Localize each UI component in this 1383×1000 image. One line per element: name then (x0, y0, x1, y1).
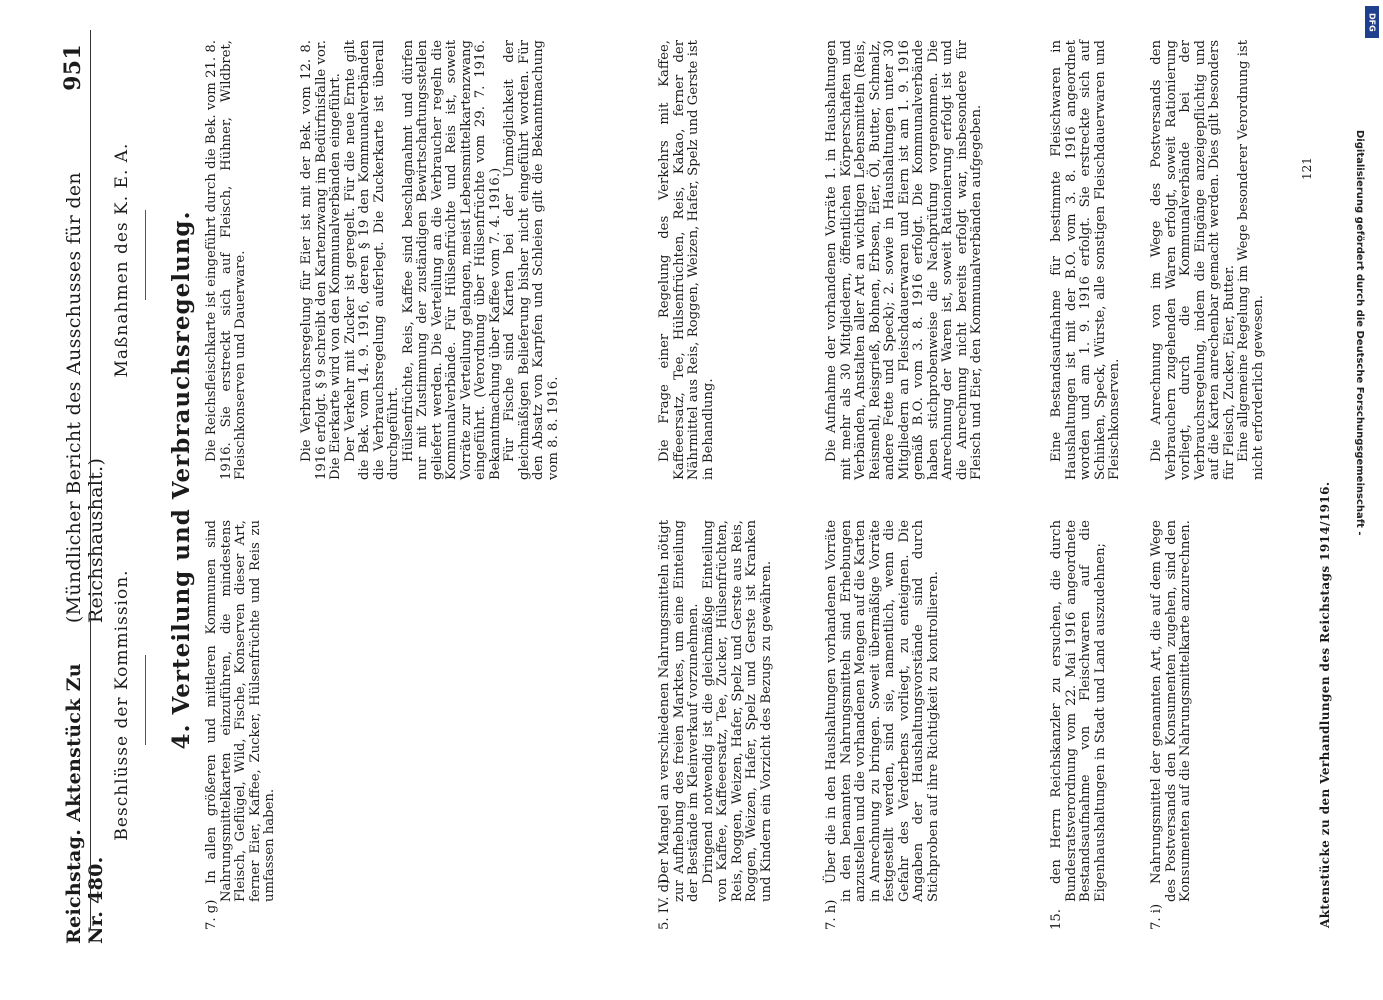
document-number: 480. (85, 856, 107, 904)
right-text-block (205, 40, 249, 480)
folio-number: 121 (1300, 157, 1314, 180)
page-footer: Aktenstücke zu den Verhandlungen des Reichstags 1914/1916. (1318, 481, 1332, 928)
left-text-block (825, 520, 941, 930)
running-header (60, 44, 107, 944)
right-heading-rule (145, 210, 146, 300)
paragraph: Die Reichsfleischkarte ist eingeführt durch die Bek. vom 21. 8. 1916. Sie erstreckt sich auf Fleisch, Hühner, Wildbret, Fleischkonserven und Dauerware. (204, 40, 248, 480)
right-column-heading: Maßnahmen des K. E. A. (112, 142, 132, 378)
left-column-heading: Beschlüsse der Kommission. (112, 569, 132, 841)
dfg-logo-icon: DFG (1365, 6, 1379, 38)
right-text-block (825, 40, 985, 480)
paragraph: Nahrungsmittel der genannten Art, die auf dem Wege des Postversands den Konsumenten zugehen, sind den Konsumenten auf die Nahrungsmittelkarte anzurechnen. (1149, 520, 1193, 902)
item-number: 7. g) (204, 899, 219, 930)
paragraph: Die Anrechnung von im Wege des Postversands den Verbrauchern zugehenden Waren erfolgt, soweit Rationierung vorliegt, durch die Kommunalverbände bei der Verbrauchsregelung, indem die Eingänge anzeigepflichtig und auf die Karten anrechenbar gemacht werden. Dies gilt besonders für Fleisch, Zucker, Eier, Butter. (1149, 40, 1237, 480)
paragraph: Dringend notwendig ist die gleichmäßige Einteilung von Kaffee, Kaffeeersatz, Tee, Zucker, Hülsenfrüchten, Reis, Roggen, Weizen, Hafer, Spelz und Gerste aus Reis, Roggen, Weizen, Hafer, Spelz und Gerste ist Kranken und Kindern ein Vorzicht des Bezugs zu gewähren. (700, 520, 774, 902)
paragraph: Der Verkehr mit Zucker ist geregelt. Für die neue Ernte gilt die Bek. vom 14. 9. 1916, deren § 19 den Kommunalverbänden die Verbrauchsregelung auferlegt. Die Zuckerkarte ist überall durchgeführt. (342, 40, 401, 480)
right-text-block (1150, 40, 1266, 480)
left-text-block (1050, 520, 1108, 930)
header-title: (Mündlicher Bericht des Ausschusses für den Reichshaushalt.) (63, 172, 107, 624)
paragraph: Eine Bestandsaufnahme für bestimmte Fleischwaren in Haushaltungen ist mit der B.O. vom 3. 8. 1916 angeordnet worden und am 1. 9. 1916 erfolgt. Sie erstreckte sich auf Schinken, Speck, Würste, alle sonstigen Fleischdauerwaren und Fleischkonserven. (1049, 40, 1122, 480)
item-number: 15. (1049, 909, 1064, 930)
left-heading-rule (145, 655, 146, 745)
item-number: 5. IV. d) (657, 878, 672, 930)
header-prefix: Reichstag. Aktenstück Zu Nr. (63, 663, 107, 944)
header-left (63, 623, 107, 944)
page-number: 951 (60, 44, 86, 91)
paragraph: Der Mangel an verschiedenen Nahrungsmitteln nötigt zur Aufhebung des freien Marktes, um eine Einteilung der Bestände im Kleinverkauf vorzunehmen. (657, 520, 701, 902)
paragraph: Für Fische sind Karten bei der Unmöglichkeit der gleichmäßigen Belieferung bisher nicht eingeführt worden. Für den Absatz von Karpfen und Schleien gilt die Bekanntmachung vom 8. 8. 1916. (502, 40, 561, 480)
left-text-block (205, 520, 278, 930)
paragraph: Über die in den Haushaltungen vorhandenen Vorräte in den benannten Nahrungsmitteln sind Erhebungen anzustellen und die vorhandenen Mengen auf die Karten in Anrechnung zu bringen. Soweit übermäßige Vorräte festgestellt werden, sind sie, namentlich, wenn die Gefahr des Verderbens vorliegt, zu enteignen. Die Angaben der Haushaltungsvorstände sind durch Stichproben auf ihre Richtigkeit zu kontrollieren. (824, 520, 941, 902)
left-text-block (658, 520, 774, 930)
paragraph: Eine allgemeine Regelung im Wege besonderer Verordnung ist nicht erforderlich gewesen. (1236, 40, 1266, 480)
right-text-block (658, 40, 716, 480)
paragraph: In allen größeren und mittleren Kommunen sind Nahrungsmittelkarten einzuführen, die mindestens Fleisch, Geflügel, Wild, Fische, Konserven dieser Art, ferner Eier, Kaffee, Zucker, Hülsenfrüchte und Reis zu umfassen haben. (204, 520, 277, 902)
item-number: 7. h) (824, 899, 839, 930)
header-rule (90, 30, 91, 930)
paragraph: Hülsenfrüchte, Reis, Kaffee sind beschlagnahmt und dürfen nur mit Zustimmung der zuständigen Bewirtschaftungsstellen geliefert werden. Die Verteilung an die Verbraucher regeln die Kommunalverbände. Für Hülsenfrüchte und Reis ist, soweit Vorräte zur Verteilung gelangen, meist Lebensmittelkartenzwang eingeführt. (Verordnung über Hülsenfrüchte vom 29. 7. 1916. Bekanntmachung über Kaffee vom 7. 4. 1916.) (400, 40, 503, 480)
paragraph: den Herrn Reichskanzler zu ersuchen, die durch Bundesratsverordnung vom 22. Mai 1916 angeordnete Bestandsaufnahme von Fleischwaren auf die Eigenhaushaltungen in Stadt und Land auszudehnen; (1049, 520, 1108, 902)
paragraph: Die Verbrauchsregelung für Eier ist mit der Bek. vom 12. 8. 1916 erfolgt. § 9 schreibt den Kartenzwang im Bedürfnisfalle vor. Die Eierkarte wird von den Kommunalverbänden eingeführt. (299, 40, 343, 480)
digitization-credit: Digitalisierung gefördert durch die Deutsche Forschungsgemeinschaft - (1354, 130, 1365, 536)
right-text-block (1050, 40, 1123, 480)
right-text-block (300, 40, 561, 480)
section-title: 4. Verteilung und Verbrauchsregelung. (168, 210, 195, 750)
paragraph: Die Frage einer Regelung des Verkehrs mit Kaffee, Kaffeeersatz, Tee, Hülsenfrüchten, Reis, Kakao, ferner der Nährmittel aus Reis, Roggen, Weizen, Hafer, Spelz und Gerste ist in Behandlung. (657, 40, 716, 480)
paragraph: Die Aufnahme der vorhandenen Vorräte 1. in Haushaltungen mit mehr als 30 Mitgliedern, öffentlichen Körperschaften und Verbänden, Anstalten aller Art an wichtigen Lebensmitteln (Reis, Reismehl, Reisgrieß, Bohnen, Erbsen, Eier, Öl, Butter, Schmalz, andere Fette und Speck); 2. sowie in Haushaltungen unter 30 Mitgliedern an Fleischdauerwaren und Eiern ist am 1. 9. 1916 gemäß B.O. vom 3. 8. 1916 erfolgt. Die Kommunalverbände haben stichprobenweise die Nachprüfung vorgenommen. Die Anrechnung der Waren ist, soweit Rationierung erfolgt ist und die Anrechnung nicht bereits erfolgt war, insbesondere für Fleisch und Eier, den Kommunalverbänden aufgegeben. (824, 40, 984, 480)
item-number: 7. i) (1149, 903, 1164, 930)
left-text-block (1150, 520, 1194, 930)
